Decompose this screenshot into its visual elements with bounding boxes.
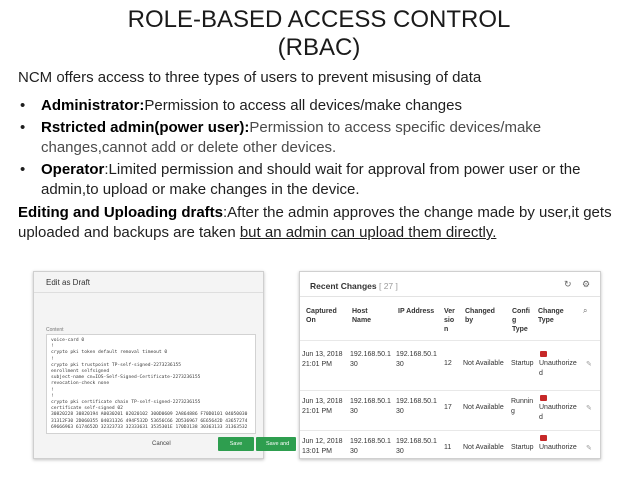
column-header-changed-by[interactable] [465, 307, 495, 325]
cell-line: 21:01 PM [302, 408, 332, 415]
header-line: Changed [465, 308, 495, 315]
bullet-operator [18, 160, 630, 200]
recent-changes-heading: Recent Changes [310, 281, 377, 291]
cell-line: 192.168.50.1 [396, 398, 437, 405]
config-line: 31312F30 2D060355 04031326 494F532D 53656C66 2D536967 6E65642D 43657274 [51, 418, 248, 424]
cell-change-type [539, 403, 577, 423]
header-line: Name [352, 317, 372, 324]
config-line: crypto pki token default removal timeout 0 [51, 350, 168, 356]
cell-version: 11 [444, 444, 452, 451]
cell-line: 30 [396, 448, 404, 455]
cell-change-type [539, 359, 577, 379]
config-line: enrollment selfsigned [51, 369, 110, 375]
bullet-dot: • [20, 97, 26, 114]
cell-change-type [539, 443, 577, 453]
config-line: revocation-check none [51, 381, 110, 387]
header-line: IP Address [398, 308, 435, 315]
header-line: On [306, 317, 316, 324]
cell-line: Startup [511, 444, 534, 451]
unauthorized-icon [540, 351, 547, 357]
bullet-description: :Limited permission and should wait for approval from power user or the admin,to upload or make changes in the device. [41, 161, 581, 198]
gear-icon[interactable]: ⚙ [582, 279, 591, 289]
drafts-text: :After the admin approves the change made by user,it gets uploaded and backups are taken [18, 204, 612, 241]
config-line: voice-card 0 [51, 338, 85, 343]
cell-line: 192.168.50.1 [396, 438, 437, 445]
cell-line: Jun 13, 2018 [302, 398, 343, 405]
recent-changes-count: [ 27 ] [378, 281, 398, 291]
header-line: Ver [444, 308, 455, 315]
cell-captured-on [302, 397, 342, 417]
config-line: certificate self-signed 02 [51, 406, 123, 412]
column-header-version[interactable] [444, 307, 455, 334]
header-line: Captured [306, 308, 337, 315]
bullet-dot: • [20, 161, 26, 178]
drafts-paragraph [18, 203, 630, 243]
header-line: sio [444, 317, 455, 324]
edit-icon[interactable]: ✎ [586, 361, 592, 368]
cell-captured-on [302, 350, 342, 370]
cell-ip-address [396, 437, 437, 457]
cell-line: d [539, 370, 543, 377]
draft-content-label: Content [46, 327, 64, 333]
cell-line: Unauthorize [539, 360, 577, 367]
cell-line: d [539, 414, 543, 421]
header-divider [300, 296, 600, 297]
column-header-ip-address[interactable] [398, 307, 434, 316]
cell-changed-by: Not Available [463, 404, 504, 411]
config-line: ! [51, 393, 54, 399]
cell-host-name[interactable] [350, 437, 391, 457]
drafts-term: Editing and Uploading drafts [18, 204, 223, 221]
cell-line: 30 [396, 361, 404, 368]
cell-captured-on [302, 437, 342, 457]
column-header-change-type[interactable] [538, 307, 564, 325]
cell-line: 30 [350, 361, 358, 368]
config-line: 69666963 6174652D 32323733 32333631 3535301E 170D3138 30363133 31363532 [51, 424, 248, 430]
header-line: Host [352, 308, 368, 315]
bullet-term: Rstricted admin(power user): [41, 119, 250, 136]
cell-ip-address [396, 350, 437, 370]
cell-line: 30 [396, 408, 404, 415]
cell-changed-by: Not Available [463, 444, 504, 451]
search-icon[interactable]: ⌕ [583, 306, 588, 315]
row-divider [300, 340, 600, 341]
unauthorized-icon [540, 395, 547, 401]
cell-line: Unauthorize [539, 444, 577, 451]
recent-changes-title [310, 281, 398, 291]
unauthorized-icon [540, 435, 547, 441]
cell-ip-address [396, 397, 437, 417]
config-line: ! [51, 344, 54, 350]
recent-changes-screenshot [299, 271, 601, 459]
cell-changed-by: Not Available [463, 360, 504, 367]
config-line: subject-name cn=IOS-Self-Signed-Certificate-2273236155 [51, 375, 201, 381]
cell-line: g [511, 408, 515, 415]
row-divider [300, 430, 600, 431]
cell-line: 192.168.50.1 [350, 438, 391, 445]
bullet-dot: • [20, 119, 26, 136]
column-header-captured-on[interactable] [306, 307, 337, 325]
config-line: ! [51, 356, 54, 362]
bullet-term: Operator [41, 161, 105, 178]
config-line: ! [51, 387, 54, 393]
cell-line: Runnin [511, 398, 534, 405]
header-line: Confi [512, 308, 530, 315]
cell-version: 12 [444, 360, 452, 367]
cell-version: 17 [444, 404, 452, 411]
cell-host-name[interactable] [350, 350, 391, 370]
edit-icon[interactable]: ✎ [586, 405, 592, 412]
cell-line: 192.168.50.1 [350, 398, 391, 405]
bullet-description: Permission to access specific devices/make changes,cannot add or delete other devices. [41, 119, 542, 156]
cell-config-type [511, 359, 534, 369]
bullet-restricted-admin [18, 118, 630, 158]
config-line: crypto pki trustpoint TP-self-signed-2273236155 [51, 362, 181, 368]
column-header-host-name[interactable] [352, 307, 371, 325]
draft-content-editor[interactable] [46, 334, 256, 434]
save-and-button[interactable]: Save and [256, 437, 296, 451]
cell-line: 30 [350, 408, 358, 415]
slide-title-line-1: ROLE-BASED ACCESS CONTROL [127, 6, 511, 33]
column-header-config-type[interactable] [512, 307, 530, 334]
cell-host-name[interactable] [350, 397, 391, 417]
header-line: Type [538, 317, 554, 324]
cell-line: 30 [350, 448, 358, 455]
bullet-administrator [18, 96, 630, 116]
cancel-button[interactable]: Cancel [152, 441, 171, 447]
draft-dialog-title: Edit as Draft [46, 278, 91, 287]
cell-line: Startup [511, 360, 534, 367]
drafts-text-emphasis: but an admin can upload them directly. [239, 224, 497, 241]
cell-line: 192.168.50.1 [350, 351, 391, 358]
intro-text: NCM offers access to three types of users to prevent misusing of data [18, 69, 482, 86]
bullet-description: Permission to access all devices/make changes [144, 97, 462, 114]
row-divider [300, 390, 600, 391]
edit-as-draft-screenshot [33, 271, 290, 459]
header-line: by [465, 317, 474, 324]
cell-line: 192.168.50.1 [396, 351, 437, 358]
save-button[interactable]: Save [218, 437, 254, 451]
cell-line: 21:01 PM [302, 361, 332, 368]
header-line: Type [512, 326, 528, 333]
header-line: g [512, 317, 517, 324]
header-line: Change [538, 308, 564, 315]
config-line: crypto pki certificate chain TP-self-signed-2273236155 [51, 400, 201, 406]
edit-icon[interactable]: ✎ [586, 445, 592, 452]
slide-title-line-2: (RBAC) [277, 34, 361, 61]
header-line: n [444, 326, 449, 333]
cell-config-type [511, 397, 533, 417]
refresh-icon[interactable]: ↻ [564, 279, 572, 289]
cell-line: 13:01 PM [302, 448, 332, 455]
bullet-term: Administrator: [41, 97, 145, 114]
cell-config-type [511, 443, 534, 453]
cell-line: Jun 13, 2018 [302, 351, 343, 358]
cell-line: Jun 12, 2018 [302, 438, 343, 445]
draft-divider [34, 292, 263, 293]
config-line: 30820228 30820194 A0030201 02020102 300D0609 2A864886 F70D0101 04050030 [51, 412, 248, 418]
cell-line: Unauthorize [539, 404, 577, 411]
